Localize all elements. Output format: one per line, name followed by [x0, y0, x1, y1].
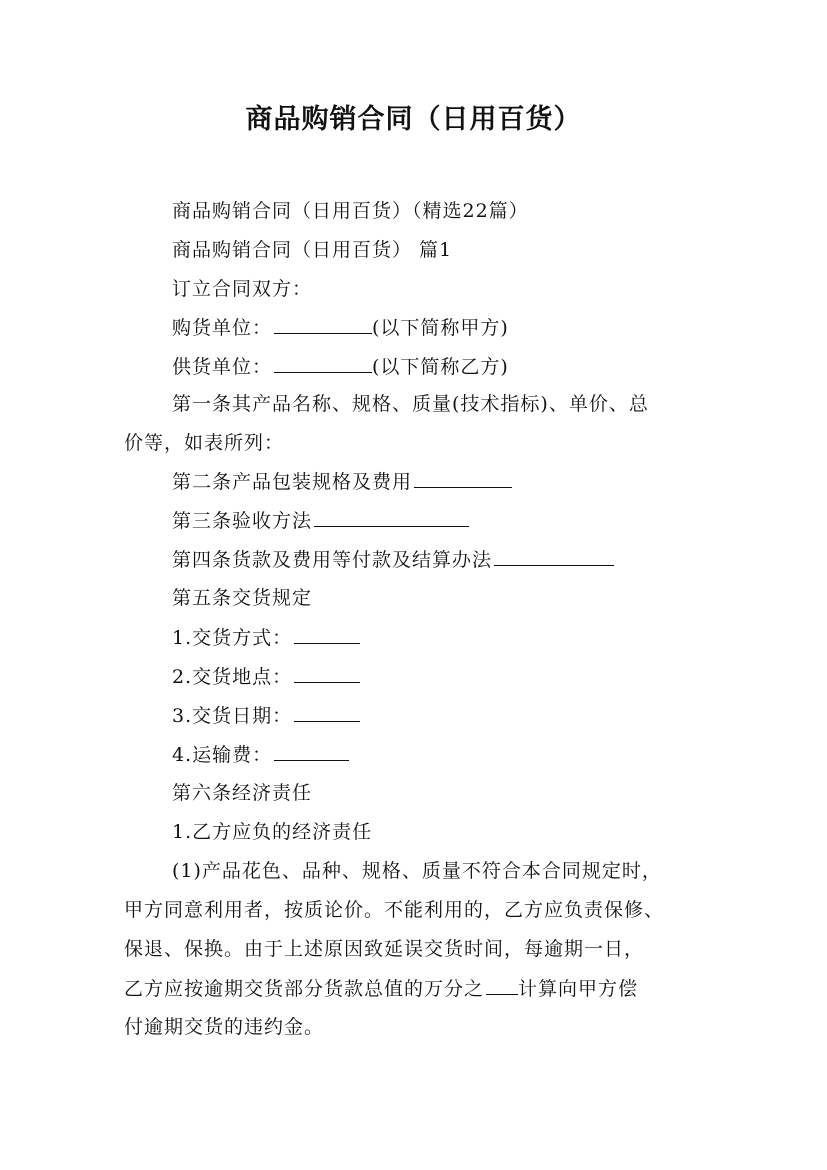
article-1-continuation: 价等，如表所列：	[124, 432, 285, 454]
delivery-place-label: 2.交货地点：	[172, 666, 293, 688]
article-4-line	[172, 545, 614, 574]
penalty-text: 乙方应按逾期交货部分货款总值的万分之	[124, 978, 485, 1000]
delivery-place-blank	[294, 662, 360, 683]
delivery-place-line	[172, 662, 360, 691]
supplier-blank	[274, 352, 372, 373]
article-3-text: 第三条验收方法	[172, 510, 313, 532]
party-b-liability-heading: 1.乙方应负的经济责任	[172, 821, 373, 843]
article-6-line: 第六条经济责任	[172, 782, 313, 804]
article-1-line: 第一条其产品名称、规格、质量(技术指标)、单价、总	[172, 393, 649, 415]
paragraph-line: 订立合同双方：	[172, 278, 313, 300]
subtitle-line: 商品购销合同（日用百货）（精选22篇）	[172, 200, 529, 222]
buyer-blank	[274, 313, 372, 334]
delivery-method-line	[172, 623, 360, 652]
clause-1-continuation: 付逾期交货的违约金。	[124, 1016, 325, 1038]
article-2-blank	[414, 467, 512, 488]
buyer-label: 购货单位：	[172, 317, 273, 339]
buyer-line	[172, 313, 509, 342]
article-3-line	[172, 506, 469, 535]
penalty-text-end: 计算向甲方偿	[518, 978, 639, 1000]
delivery-method-blank	[294, 623, 360, 644]
clause-1-line: (1)产品花色、品种、规格、质量不符合本合同规定时，	[172, 860, 662, 882]
penalty-rate-blank	[486, 974, 518, 995]
transport-fee-line	[172, 740, 349, 769]
clause-1-continuation: 甲方同意利用者，按质论价。不能利用的，乙方应负责保修、	[124, 899, 665, 921]
article-3-blank	[314, 506, 469, 527]
article-2-text: 第二条产品包装规格及费用	[172, 471, 413, 493]
delivery-date-blank	[294, 701, 360, 722]
delivery-date-label: 3.交货日期：	[172, 705, 293, 727]
article-5-line: 第五条交货规定	[172, 587, 313, 609]
buyer-note: (以下简称甲方)	[372, 317, 509, 339]
clause-1-continuation	[124, 974, 638, 1003]
article-4-text: 第四条货款及费用等付款及结算办法	[172, 549, 493, 571]
supplier-label: 供货单位：	[172, 356, 273, 378]
section-heading: 商品购销合同（日用百货） 篇1	[172, 239, 453, 261]
delivery-date-line	[172, 701, 360, 730]
supplier-line	[172, 352, 509, 381]
article-4-blank	[494, 545, 614, 566]
transport-fee-label: 4.运输费：	[172, 744, 273, 766]
delivery-method-label: 1.交货方式：	[172, 627, 293, 649]
document-title: 商品购销合同（日用百货）	[245, 104, 582, 135]
supplier-note: (以下简称乙方)	[372, 356, 509, 378]
transport-fee-blank	[274, 740, 349, 761]
article-2-line	[172, 467, 512, 496]
clause-1-continuation: 保退、保换。由于上述原因致延误交货时间，每逾期一日，	[124, 938, 645, 960]
